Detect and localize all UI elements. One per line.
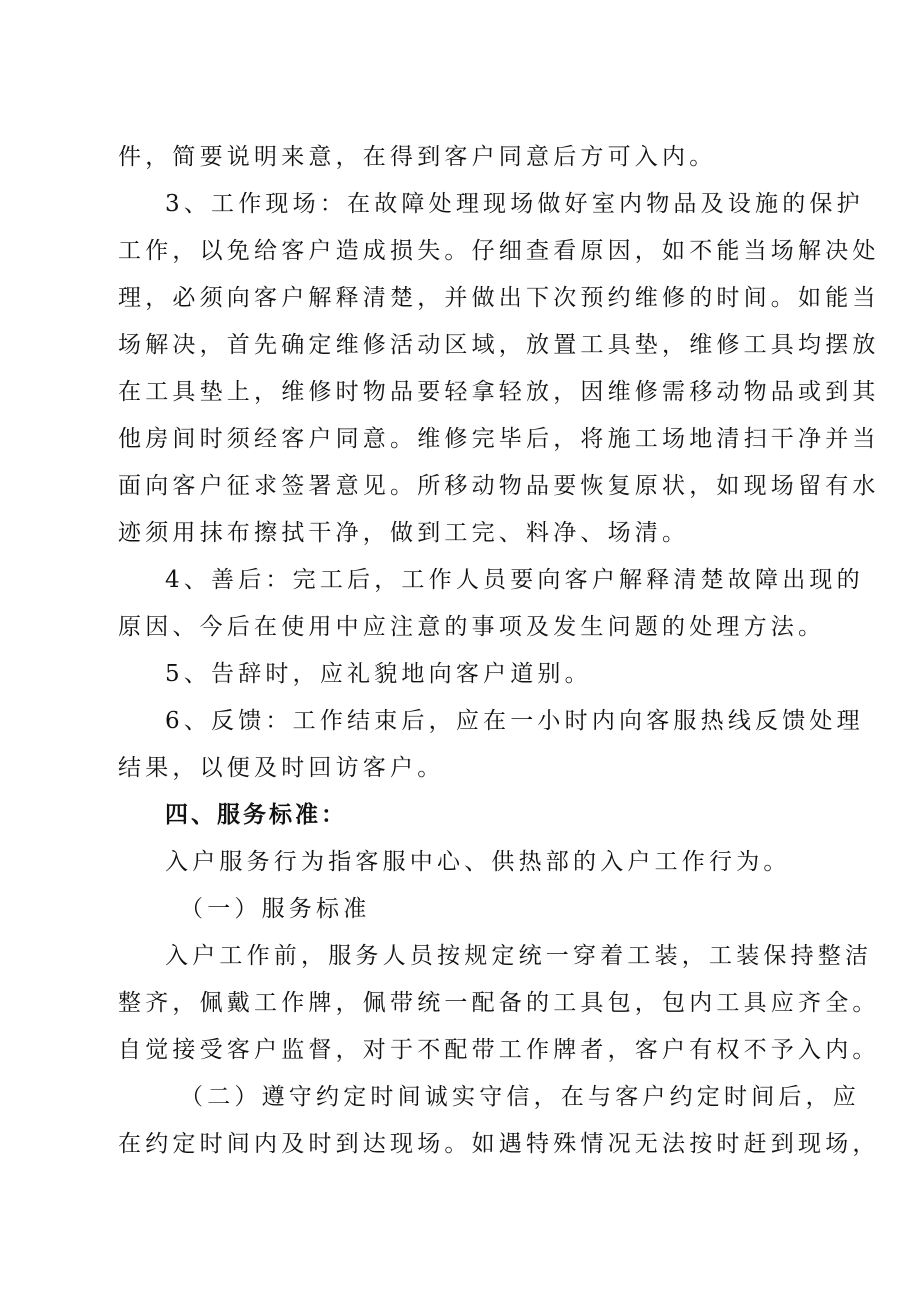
text-line: 在约定时间内及时到达现场。如遇特殊情况无法按时赶到现场， (118, 1131, 880, 1157)
text-line: 迹须用抹布擦拭干净，做到工完、料净、场清。 (118, 520, 690, 546)
section-heading: 四、服务标准： (165, 802, 347, 828)
text-line: （二）遵守约定时间诚实守信，在与客户约定时间后，应 (180, 1084, 860, 1110)
text-line: 件，简要说明来意，在得到客户同意后方可入内。 (118, 144, 717, 170)
text-line: 自觉接受客户监督，对于不配带工作牌者，客户有权不予入内。 (118, 1037, 880, 1063)
text-line: 3、工作现场：在故障处理现场做好室内物品及设施的保护 (165, 191, 864, 217)
text-line: 入户服务行为指客服中心、供热部的入户工作行为。 (165, 849, 791, 875)
text-line: 在工具垫上，维修时物品要轻拿轻放，因维修需移动物品或到其 (118, 379, 880, 405)
text-line: 6、反馈：工作结束后，应在一小时内向客服热线反馈处理 (165, 708, 864, 734)
text-line: 原因、今后在使用中应注意的事项及发生问题的处理方法。 (118, 614, 826, 640)
subheading: （一）服务标准 (180, 896, 371, 922)
text-line: 工作，以免给客户造成损失。仔细查看原因，如不能当场解决处 (118, 238, 880, 264)
text-line: 结果，以便及时回访客户。 (118, 755, 445, 781)
text-line: 面向客户征求签署意见。所移动物品要恢复原状，如现场留有水 (118, 473, 880, 499)
text-line: 4、善后：完工后，工作人员要向客户解释清楚故障出现的 (165, 567, 864, 593)
text-line: 整齐，佩戴工作牌，佩带统一配备的工具包，包内工具应齐全。 (118, 990, 880, 1016)
text-line: 场解决，首先确定维修活动区域，放置工具垫，维修工具均摆放 (118, 332, 880, 358)
text-line: 入户工作前，服务人员按规定统一穿着工装，工装保持整洁 (165, 943, 873, 969)
text-line: 5、告辞时，应礼貌地向客户道别。 (165, 661, 592, 687)
text-line: 他房间时须经客户同意。维修完毕后，将施工场地清扫干净并当 (118, 426, 880, 452)
text-line: 理，必须向客户解释清楚，并做出下次预约维修的时间。如能当 (118, 285, 880, 311)
